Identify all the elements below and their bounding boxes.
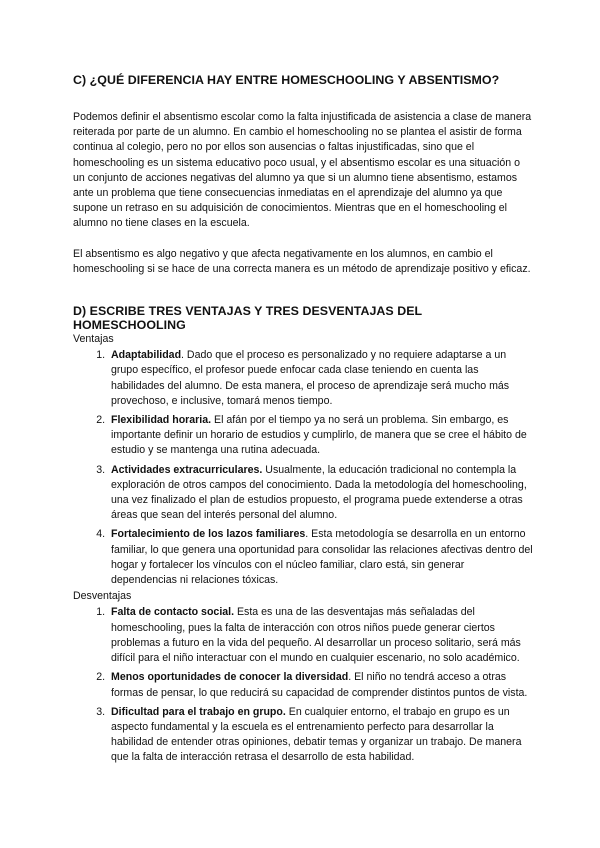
list-item [108,527,533,588]
list-item-text: . Esta metodología se desarrolla en un entorno familiar, lo que genera una oportunidad para consolidar las relaciones afectivas dentro del hogar y fortalecer los vínculos con el núcleo familiar, claro está, sin generar dependencias ni relaciones tóxicas. [111,528,533,587]
list-item-term: Menos oportunidades de conocer la diversidad [111,671,349,684]
list-item-text: Esta es una de las desventajas más señaladas del homeschooling, pues la falta de interacción con otros niños puede generar ciertos problemas a futuro en la vida del pequeño. Al desarrollar un proceso solitario, será más difícil para el niño interactuar con el mundo en cualquier escenario, no solo académico. [111,606,521,665]
desventajas-list [73,605,533,765]
ventajas-list [73,348,533,588]
section-c-paragraph-2: El absentismo es algo negativo y que afecta negativamente en los alumnos, en cambio el homeschooling si se hace de una correcta manera es un método de aprendizaje positivo y eficaz. [73,247,531,275]
list-item [108,670,533,700]
list-item [108,705,533,766]
list-item-term: Adaptabilidad [111,349,182,362]
list-item-text: El afán por el tiempo ya no será un problema. Sin embargo, es importante definir un horario de estudios y cumplirlo, de manera que se cree el hábito de estudio y se mantenga una rutina adecuada. [111,414,527,457]
list-item-term: Actividades extracurriculares. [111,463,263,476]
list-item-text: . Dado que el proceso es personalizado y no requiere adaptarse a un grupo específico, el profesor puede enfocar cada clase teniendo en cuenta las habilidades del alumno. De esta manera, el proceso de aprendizaje será mucho más provechoso, e inclusive, tomará menos tiempo. [111,349,510,407]
section-c-paragraph-1: Podemos definir el absentismo escolar como la falta injustificada de asistencia a clase de manera reiterada por parte de un alumno. En cambio el homeschooling no se plantea el asistir de forma continua al colegio, pero no por ellos son ausencias o faltas injustificadas, sino que el homeschooling es un sistema educativo poco usual, y el absentismo escolar es una situación o un conjunto de acciones negativas del alumno ya que si un alumno tiene absentismo, estamos ante un problema que tiene consecuencias inmediatas en el aprendizaje del alumno ya que supone un retraso en su adquisición de conocimientos. Mientras que en el homeschooling el alumno no tiene clases en la escuela. [73,111,532,230]
document-page [73,62,533,767]
list-item-term: Falta de contacto social. [111,606,235,619]
list-item-term: Fortalecimiento de los lazos familiares [111,528,306,541]
list-item [108,463,533,524]
desventajas-label: Desventajas [73,590,132,603]
list-item-term: Dificultad para el trabajo en grupo. [111,705,286,718]
list-item [108,348,533,409]
list-item-text: Usualmente, la educación tradicional no contempla la exploración de otros campos del conocimiento. Dada la metodología del homeschooling, una vez finalizado el plan de estudios propuesto, el programa puede extenderse a otras áreas que sean del interés personal del alumno. [111,463,527,522]
list-item-text: En cualquier entorno, el trabajo en grupo es un aspecto fundamental y la escuela es el entrenamiento perfecto para desarrollar la habilidad de entender otras opiniones, debatir temas y organizar un trabajo. De manera que la falta de interacción retrasa el desarrollo de esta habilidad. [111,705,522,764]
list-item [108,413,533,459]
section-d-title: D) ESCRIBE TRES VENTAJAS Y TRES DESVENTAJAS DEL HOMESCHOOLING [73,304,422,333]
list-item [108,605,533,666]
list-item-text: . El niño no tendrá acceso a otras formas de pensar, lo que reducirá su capacidad de comprender distintos puntos de vista. [111,671,528,699]
ventajas-label: Ventajas [73,333,114,346]
section-c-title: C) ¿QUÉ DIFERENCIA HAY ENTRE HOMESCHOOLING Y ABSENTISMO? [73,73,500,87]
list-item-term: Flexibilidad horaria. [111,414,212,427]
